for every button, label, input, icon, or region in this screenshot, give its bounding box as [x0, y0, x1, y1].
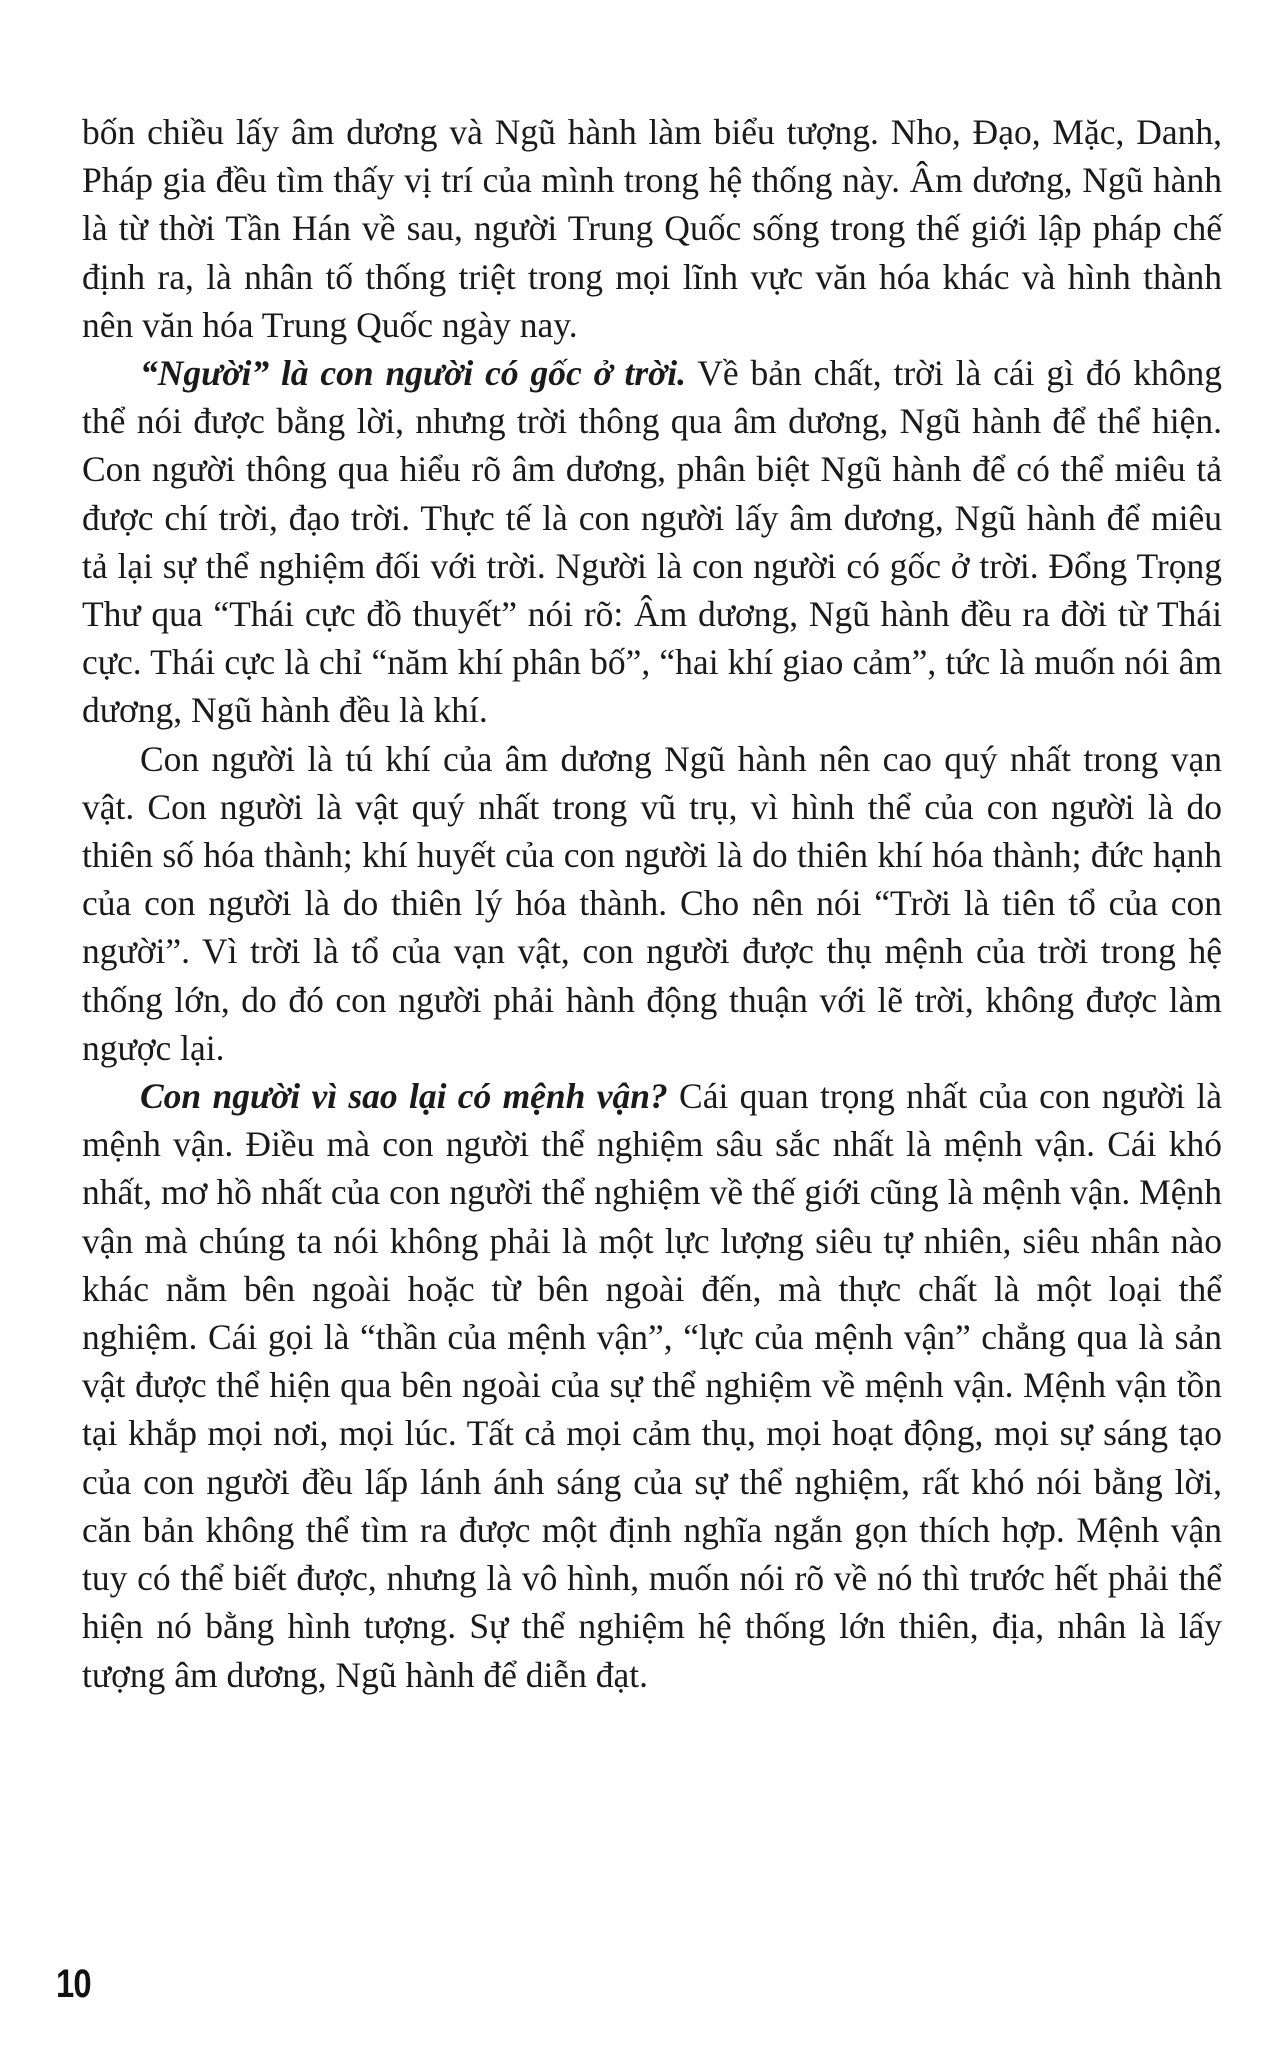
paragraph-continuation: [82, 108, 1222, 349]
paragraph-menh-van: [82, 1072, 1222, 1699]
paragraph-text: Cái quan trọng nhất của con người là mệnh vận. Điều mà con người thể nghiệm sâu sắc nhất là mệnh vận. Cái khó nhất, mơ hồ nhất của con người thể nghiệm về thế giới cũng là mệnh vận. Mệnh vận mà chúng ta nói không phải là một lực lượng siêu tự nhiên, siêu nhân nào khác nằm bên ngoài hoặc từ bên ngoài đến, mà thực chất là một loại thể nghiệm. Cái gọi là “thần của mệnh vận”, “lực của mệnh vận” chẳng qua là sản vật được thể hiện qua bên ngoài của sự thể nghiệm về mệnh vận. Mệnh vận tồn tại khắp mọi nơi, mọi lúc. Tất cả mọi cảm thụ, mọi hoạt động, mọi sự sáng tạo của con người đều lấp lánh ánh sáng của sự thể nghiệm, rất khó nói bằng lời, căn bản không thể tìm ra được một định nghĩa ngắn gọn thích hợp. Mệnh vận tuy có thể biết được, nhưng là vô hình, muốn nói rõ về nó thì trước hết phải thể hiện nó bằng hình tượng. Sự thể nghiệm hệ thống lớn thiên, địa, nhân là lấy tượng âm dương, Ngũ hành để diễn đạt.: [82, 1076, 1223, 1695]
paragraph-text: Về bản chất, trời là cái gì đó không thể nói được bằng lời, nhưng trời thông qua âm dương, Ngũ hành để thể hiện. Con người thông qua hiểu rõ âm dương, phân biệt Ngũ hành để có thể miêu tả được chí trời, đạo trời. Thực tế là con người lấy âm dương, Ngũ hành để miêu tả lại sự thể nghiệm đối với trời. Người là con người có gốc ở trời. Đổng Trọng Thư qua “Thái cực đồ thuyết” nói rõ: Âm dương, Ngũ hành đều ra đời từ Thái cực. Thái cực là chỉ “năm khí phân bố”, “hai khí giao cảm”, tức là muốn nói âm dương, Ngũ hành đều là khí.: [82, 353, 1222, 731]
page-number: 10: [56, 1962, 91, 2006]
paragraph-nguoi-goc-o-troi: [82, 349, 1222, 735]
paragraph-text: Con người là tú khí của âm dương Ngũ hành nên cao quý nhất trong vạn vật. Con người là vật quý nhất trong vũ trụ, vì hình thể của con người là do thiên số hóa thành; khí huyết của con người là do thiên khí hóa thành; đức hạnh của con người là do thiên lý hóa thành. Cho nên nói “Trời là tiên tổ của con người”. Vì trời là tổ của vạn vật, con người được thụ mệnh của trời trong hệ thống lớn, do đó con người phải hành động thuận với lẽ trời, không được làm ngược lại.: [82, 738, 1222, 1068]
paragraph-lead-heading: “Người” là con người có gốc ở trời.: [140, 353, 686, 394]
body-text: [82, 108, 1222, 1699]
paragraph-tu-khi: [82, 735, 1222, 1072]
paragraph-lead-heading: Con người vì sao lại có mệnh vận?: [140, 1076, 668, 1117]
paragraph-text: bốn chiều lấy âm dương và Ngũ hành làm biểu tượng. Nho, Đạo, Mặc, Danh, Pháp gia đều tìm thấy vị trí của mình trong hệ thống này. Âm dương, Ngũ hành là từ thời Tần Hán về sau, người Trung Quốc sống trong thế giới lập pháp chế định ra, là nhân tố thống triệt trong mọi lĩnh vực văn hóa khác và hình thành nên văn hóa Trung Quốc ngày nay.: [82, 112, 1222, 345]
